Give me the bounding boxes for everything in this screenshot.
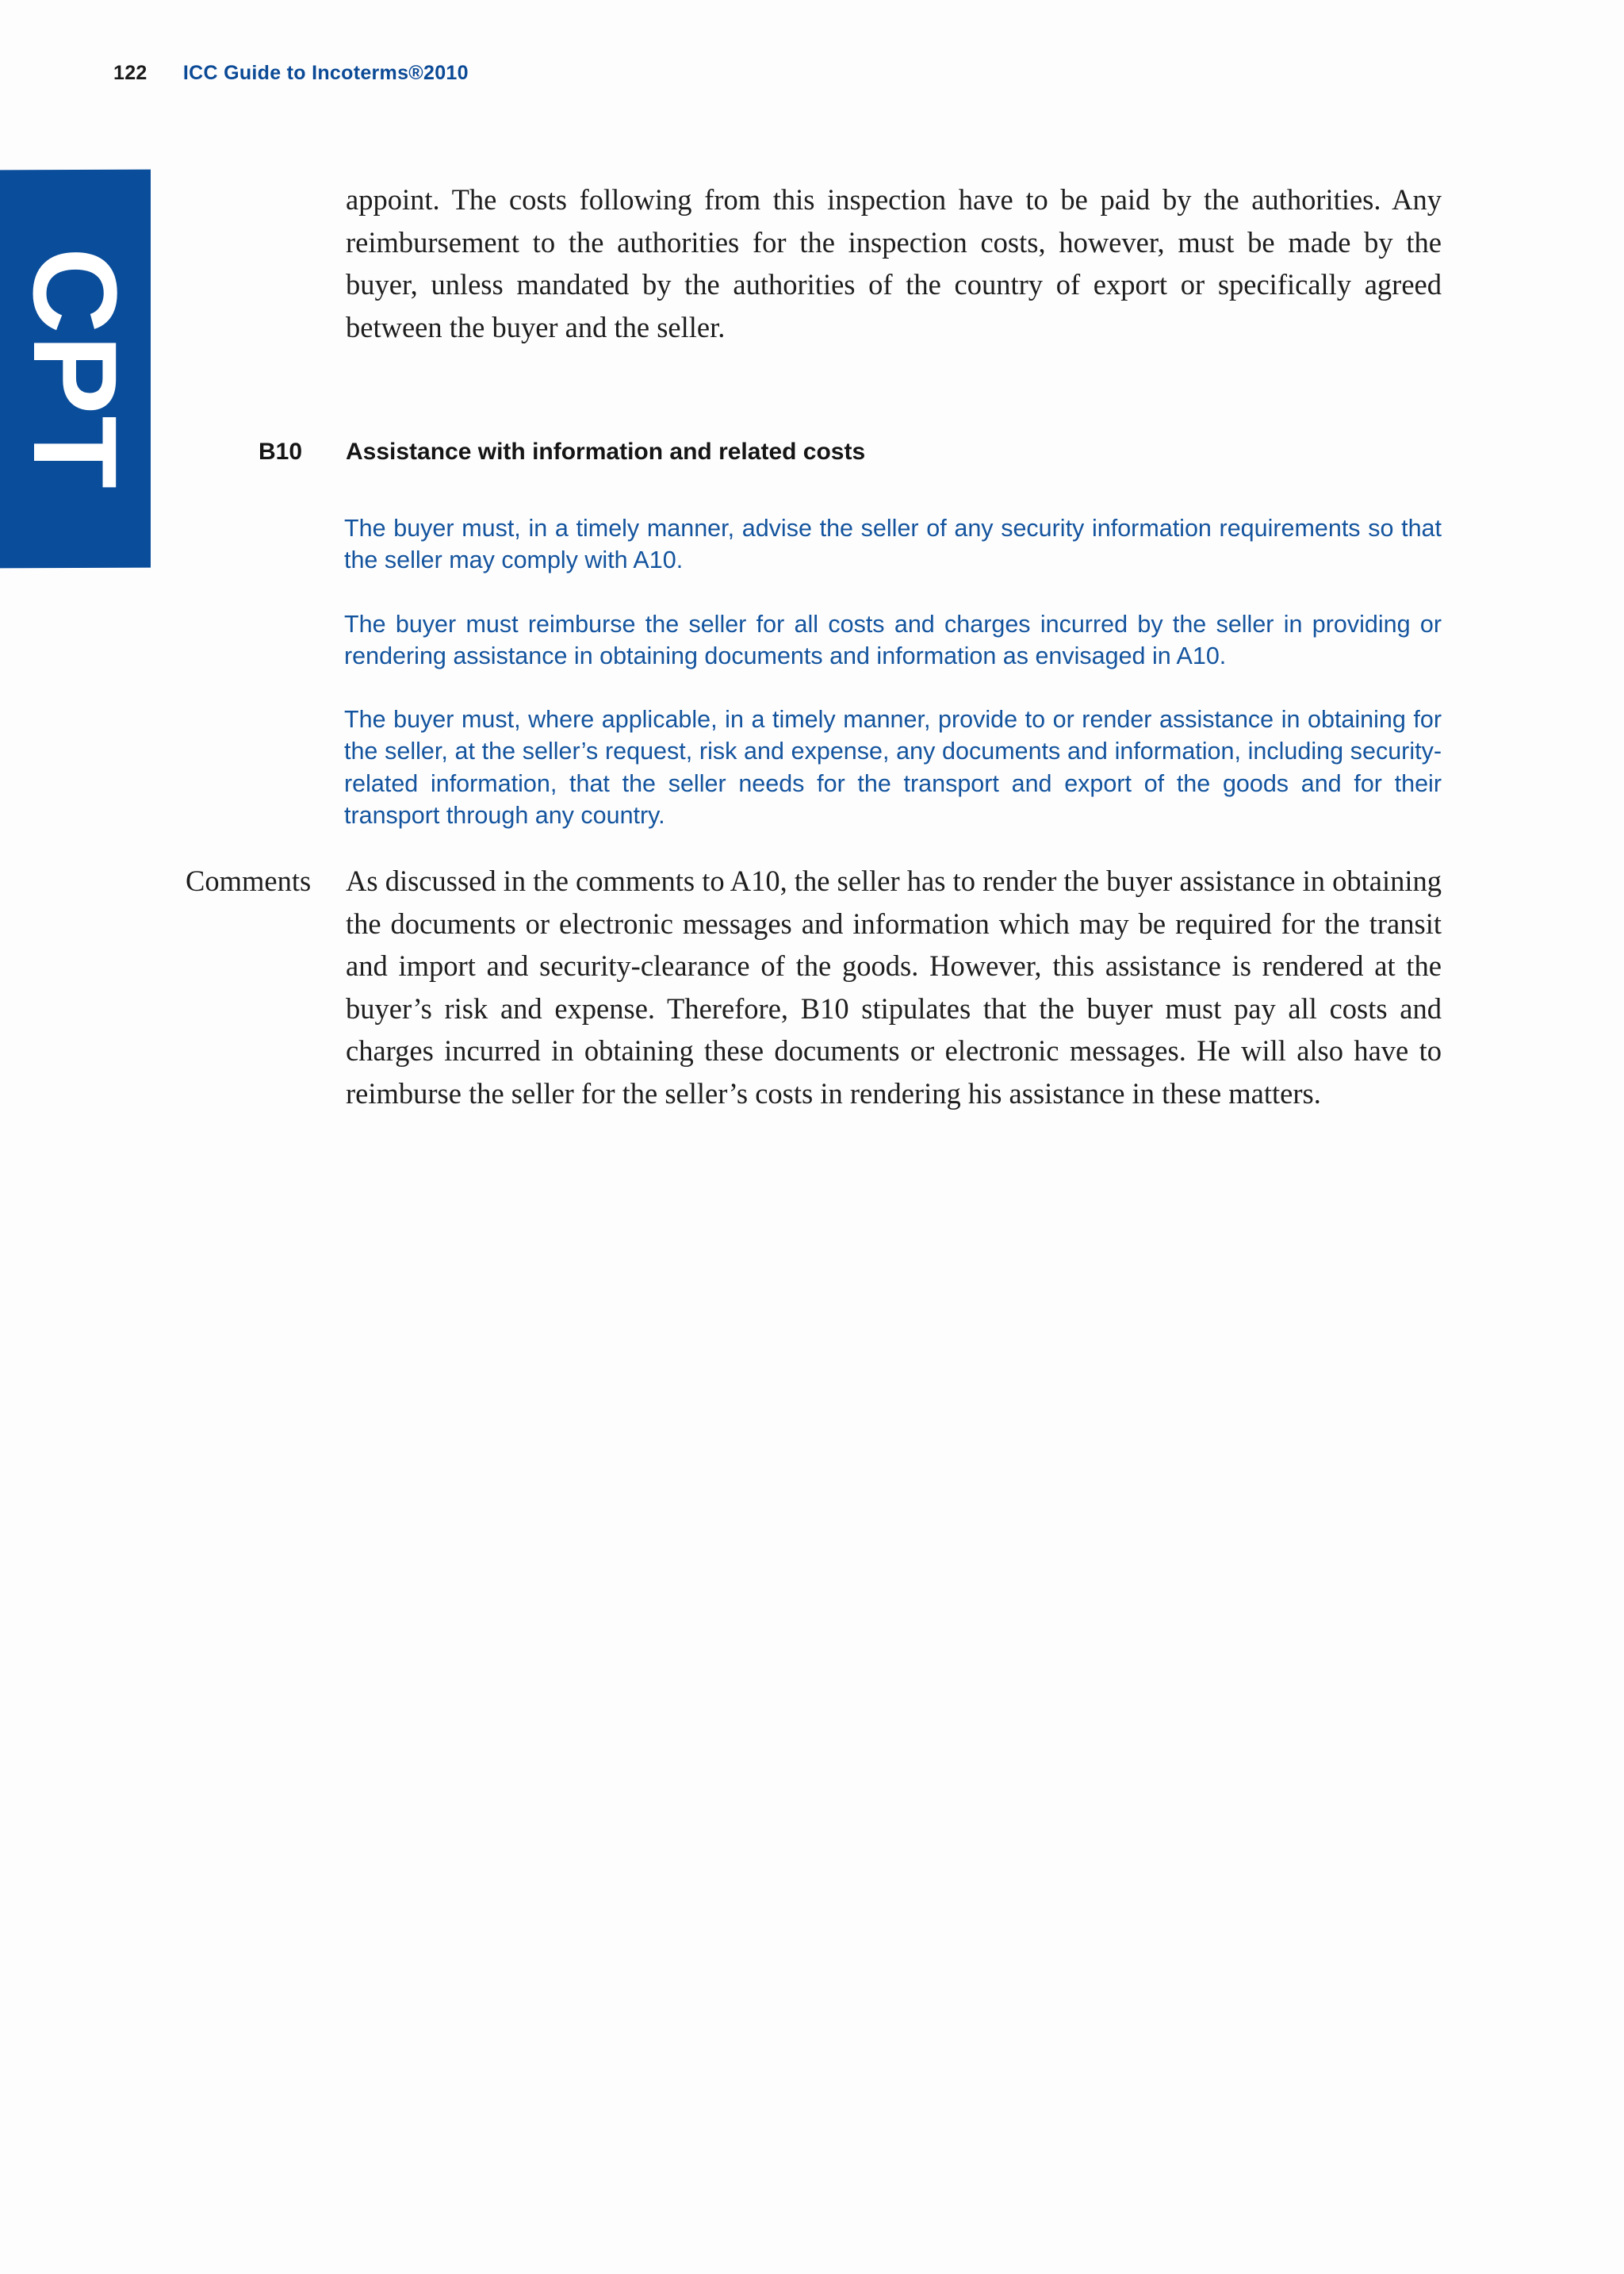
intro-paragraph: appoint. The costs following from this inspection have to be paid by the authorities. Any reimbursement to the authorities for the inspection costs, however, must be made by the buyer, unless mandated by the authorities of the country of export or specifically agreed between the buyer and the seller. xyxy=(346,183,1442,343)
comments-paragraph: As discussed in the comments to A10, the seller has to render the buyer assistance in obtaining the documents or electronic messages and information which may be required for the transit and import and security-clearance of the goods. However, this assistance is rendered at the buyer’s risk and expense. Therefore, B10 stipulates that the buyer must pay all costs and charges incurred in obtaining these documents or electronic messages. He will also have to reimburse the seller for the seller’s costs in rendering his assistance in these matters. xyxy=(346,865,1442,1110)
running-header xyxy=(113,62,469,85)
chapter-tab-label: CPT xyxy=(9,247,142,490)
comments-label: Comments xyxy=(186,865,312,897)
book-title: ICC Guide to Incoterms®2010 xyxy=(182,62,469,84)
rule-paragraph: The buyer must, in a timely manner, advise the seller of any security information requirements so that the seller may comply with A10. xyxy=(344,515,1442,574)
rule-paragraph: The buyer must, where applicable, in a timely manner, provide to or render assistance in obtaining for the seller, at the seller’s request, risk and expense, any documents and information, including security-related information, that the seller needs for the transport and export of the goods and for their transport through any country. xyxy=(344,706,1442,829)
page-number: 122 xyxy=(113,62,147,84)
section-title: Assistance with information and related costs xyxy=(346,439,866,465)
section-code: B10 xyxy=(259,439,303,465)
rule-paragraph: The buyer must reimburse the seller for all costs and charges incurred by the seller in providing or rendering assistance in obtaining documents and information as envisaged in A10. xyxy=(344,611,1442,670)
